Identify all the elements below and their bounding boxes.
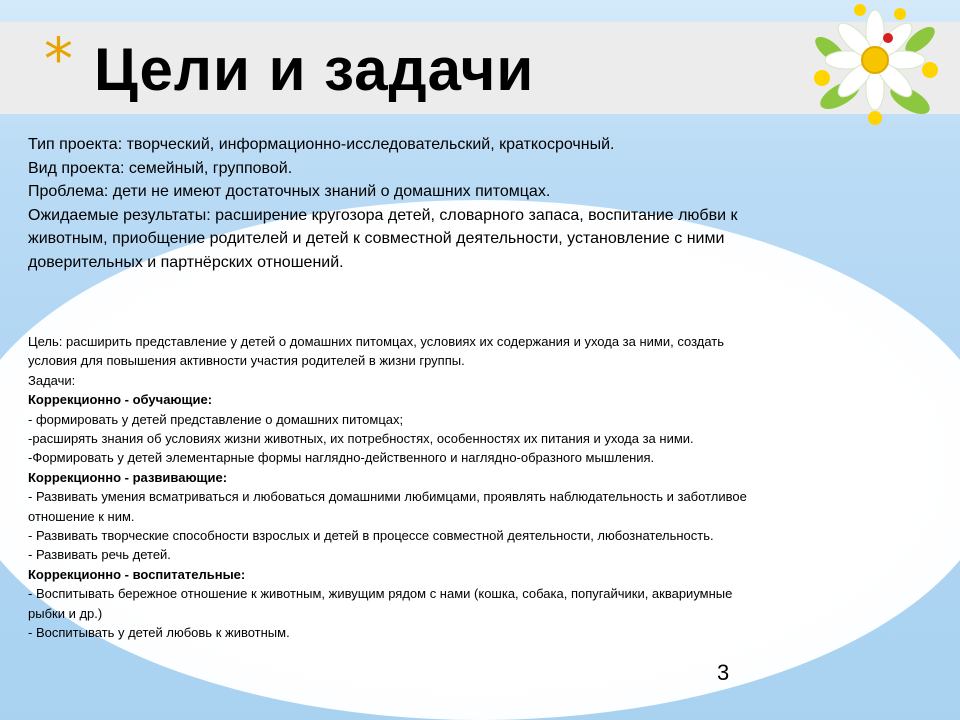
goal-line: -расширять знания об условиях жизни животных, их потребностях, особенностях их питания и ухода за ними. <box>28 431 694 447</box>
goal-line: - формировать у детей представление о домашних питомцах; <box>28 411 404 427</box>
info-line: Вид проекта: семейный, групповой. <box>28 159 293 177</box>
section-heading: Коррекционно - обучающие: <box>28 392 213 408</box>
goal-line: отношение к ним. <box>28 508 135 524</box>
page-title: Цели и задачи <box>94 36 535 103</box>
goals-and-tasks <box>28 332 928 643</box>
section-heading: Коррекционно - воспитательные: <box>28 566 246 582</box>
goal-line: - Воспитывать у детей любовь к животным. <box>28 625 290 641</box>
info-line: доверительных и партнёрских отношений. <box>28 253 344 271</box>
info-line: Ожидаемые результаты: расширение кругозора детей, словарного запаса, воспитание любви к <box>28 206 738 224</box>
project-info <box>28 133 928 274</box>
goal-line: -Формировать у детей элементарные формы наглядно-действенного и наглядно-образного мышления. <box>28 450 655 466</box>
goal-line: - Развивать творческие способности взрослых и детей в процессе совместной деятельности, любознательность. <box>28 528 714 544</box>
info-line: Проблема: дети не имеют достаточных знаний о домашних питомцах. <box>28 183 551 200</box>
daisy-center <box>862 47 888 73</box>
goal-line: - Развивать умения всматриваться и любоваться домашними любимцами, проявлять наблюдательность и заботливое <box>28 489 747 505</box>
goal-line: - Развивать речь детей. <box>28 547 171 563</box>
goal-line: - Воспитывать бережное отношение к животным, живущим рядом с нами (кошка, собака, попугайчики, аквариумные <box>28 586 733 602</box>
title-marker-icon: * <box>44 25 73 93</box>
goal-line: Задачи: <box>28 372 76 388</box>
page-number: 3 <box>717 660 730 685</box>
goal-line: Цель: расширить представление у детей о домашних питомцах, условиях их содержания и ухода за ними, создать <box>28 334 725 349</box>
info-line: Тип проекта: творческий, информационно-исследовательский, краткосрочный. <box>28 136 615 153</box>
daisy-flower-icon <box>800 0 950 130</box>
ladybug-icon <box>883 33 893 43</box>
goal-line: условия для повышения активности участия родителей в жизни группы. <box>28 353 465 369</box>
info-line: животным, приобщение родителей и детей к совместной деятельности, установление с ними <box>28 230 725 247</box>
goal-line: рыбки и др.) <box>28 605 103 621</box>
section-heading: Коррекционно - развивающие: <box>28 469 228 485</box>
